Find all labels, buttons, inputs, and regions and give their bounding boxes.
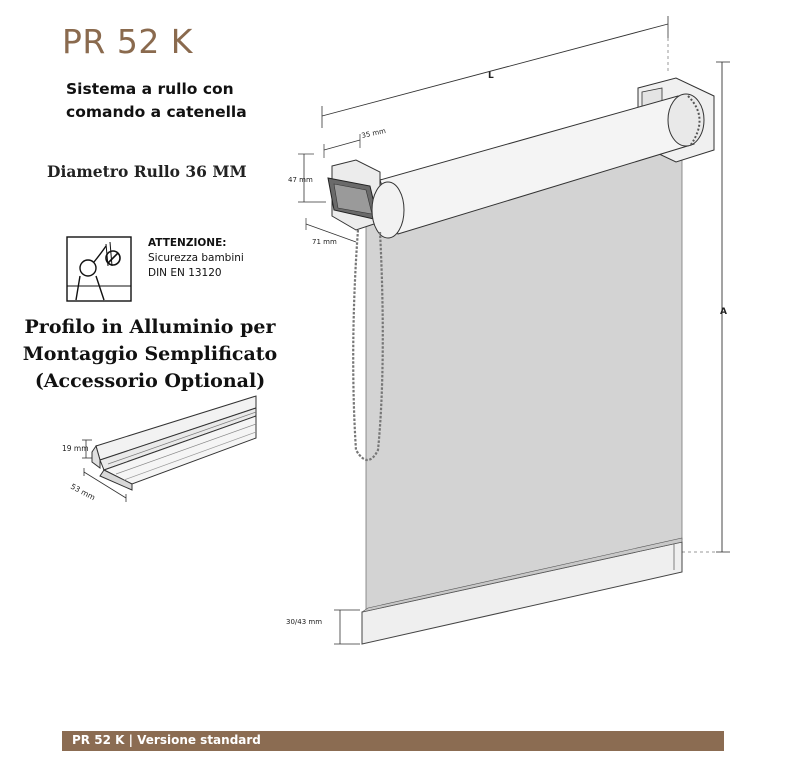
- dimension-L-label: L: [488, 71, 494, 81]
- profile-height-label: 19 mm: [62, 444, 89, 453]
- subtitle-line-1: Sistema a rullo con: [66, 80, 234, 98]
- roller-blind-drawing: [270, 10, 740, 670]
- warning-line-2: DIN EN 13120: [148, 267, 222, 279]
- aluminium-profile-drawing: [60, 390, 265, 510]
- bracket-height-label: 47 mm: [288, 176, 313, 184]
- profile-line-1: Profilo in Alluminio per: [24, 316, 276, 338]
- profile-width-label: 53 mm: [69, 481, 97, 503]
- profile-description: [0, 314, 300, 395]
- subtitle-line-2: comando a catenella: [66, 103, 247, 121]
- profile-line-2: Montaggio Semplificato: [22, 343, 278, 365]
- warning-title: ATTENZIONE:: [148, 237, 227, 249]
- profile-line-3: (Accessorio Optional): [34, 370, 266, 392]
- child-safety-icon: [66, 236, 132, 302]
- bracket-width-label: 35 mm: [360, 126, 387, 140]
- bracket-depth-label: 71 mm: [312, 238, 337, 246]
- product-title: PR 52 K: [62, 22, 193, 61]
- roller-diameter: Diametro Rullo 36 MM: [47, 162, 247, 181]
- dimension-A-label: A: [720, 307, 727, 317]
- product-subtitle: [66, 78, 247, 124]
- warning-line-1: Sicurezza bambini: [148, 252, 244, 264]
- bottom-bar-label: 30/43 mm: [286, 618, 323, 626]
- footer-text: PR 52 K | Versione standard: [72, 733, 261, 747]
